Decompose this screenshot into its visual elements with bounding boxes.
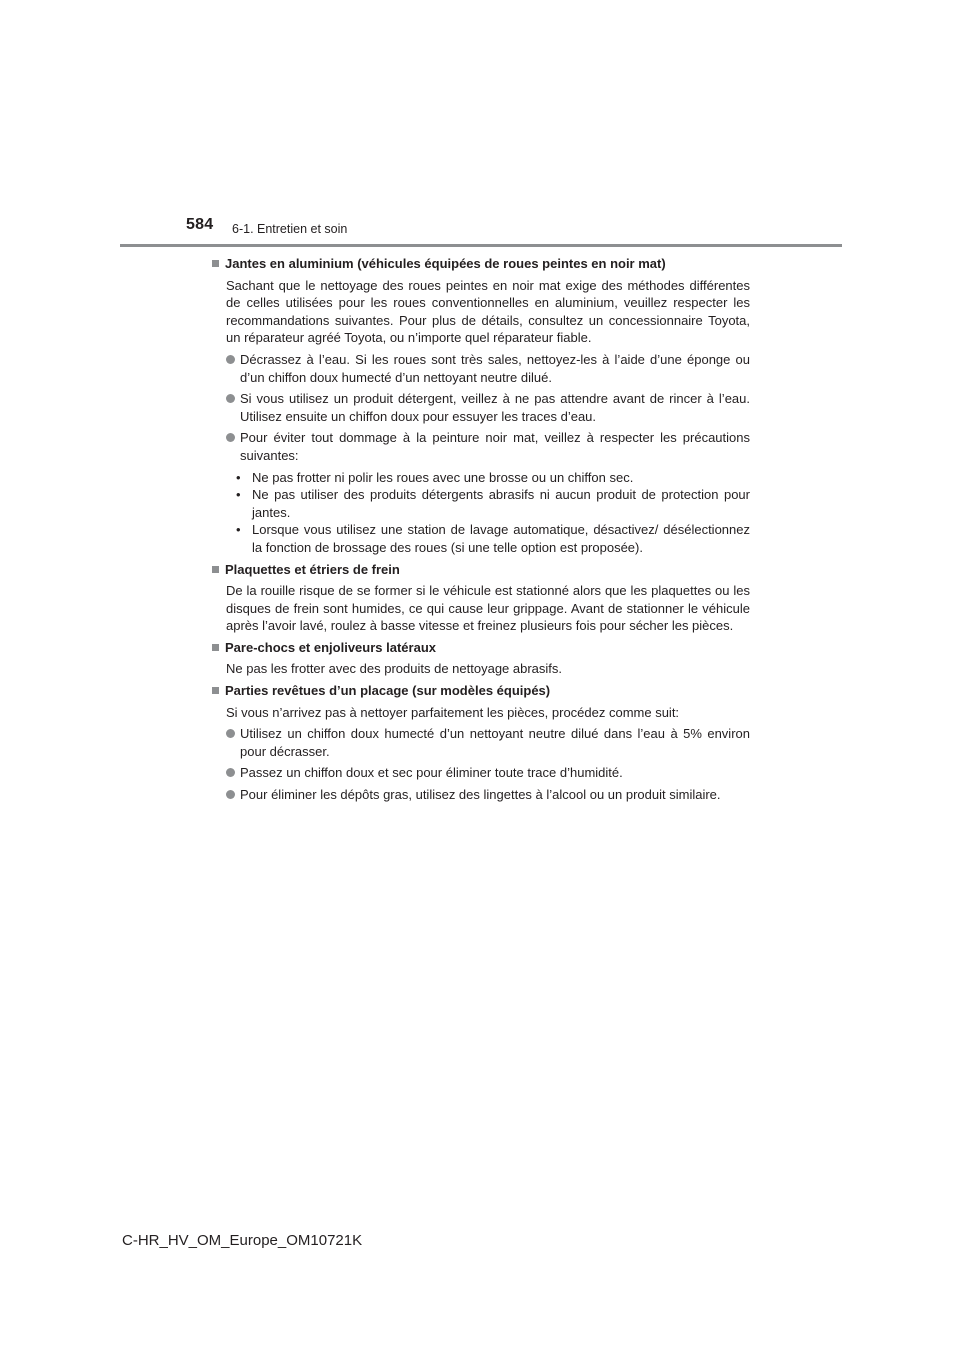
paragraph: Sachant que le nettoyage des roues peintes en noir mat exige des méthodes différentes de celles utilisées pour les roues conventionnelles en aluminium, veuillez respecter les recommandations suivantes. Pour plus de détails, consultez un concessionnaire Toyota, un réparateur agréé Toyota, ou n’importe quel réparateur fiable.	[226, 277, 750, 346]
square-bullet-icon	[212, 260, 219, 267]
footer-document-id: C-HR_HV_OM_Europe_OM10721K	[122, 1232, 363, 1249]
paragraph: De la rouille risque de se former si le véhicule est stationné alors que les plaquettes ou les disques de frein sont humides, ce qui cause leur grippage. Avant de stationner le véhicule après l’avoir lavé, roulez à basse vitesse et freinez plusieurs fois pour sécher les pièces.	[226, 583, 750, 634]
circle-bullet-icon	[226, 790, 235, 799]
square-bullet-icon	[212, 644, 219, 651]
paragraph: Si vous n’arrivez pas à nettoyer parfaitement les pièces, procédez comme suit:	[226, 704, 680, 720]
list-item: Pour éliminer les dépôts gras, utilisez des lingettes à l’alcool ou un produit similaire.	[226, 786, 750, 804]
list-item: Décrassez à l’eau. Si les roues sont très sales, nettoyez-les à l’aide d’une éponge ou d’un chiffon doux humecté d’un nettoyant neutre dilué.	[226, 351, 750, 386]
square-bullet-icon	[212, 687, 219, 694]
circle-bullet-icon	[226, 768, 235, 777]
square-bullet-icon	[212, 566, 219, 573]
page-content	[212, 255, 750, 808]
list-item: Si vous utilisez un produit détergent, veillez à ne pas attendre avant de rincer à l’eau. Utilisez ensuite un chiffon doux pour essuyer les traces d’eau.	[226, 390, 750, 425]
section-heading-alloy-wheels: Jantes en aluminium (véhicules équipées de roues peintes en noir mat)	[212, 255, 750, 273]
sub-list-item: • Lorsque vous utilisez une station de lavage automatique, désactivez/ désélectionnez la fonction de brossage des roues (si une telle option est proposée).	[236, 522, 750, 555]
list-item: Passez un chiffon doux et sec pour éliminer toute trace d’humidité.	[226, 764, 750, 782]
header-rule	[120, 244, 842, 247]
list-item: Utilisez un chiffon doux humecté d’un nettoyant neutre dilué dans l’eau à 5% environ pour décrasser.	[226, 725, 750, 760]
section-heading-plated-parts: Parties revêtues d’un placage (sur modèles équipés)	[212, 682, 750, 700]
section-heading-bumpers: Pare-chocs et enjoliveurs latéraux	[212, 639, 750, 657]
circle-bullet-icon	[226, 355, 235, 364]
section-heading-brakes: Plaquettes et étriers de frein	[212, 561, 750, 579]
sub-list-item: • Ne pas utiliser des produits détergents abrasifs ni aucun produit de protection pour jantes.	[236, 487, 750, 520]
circle-bullet-icon	[226, 394, 235, 403]
circle-bullet-icon	[226, 729, 235, 738]
page-number: 584	[186, 216, 214, 233]
list-item: Pour éviter tout dommage à la peinture noir mat, veillez à respecter les précautions suivantes:	[226, 429, 750, 464]
sub-list	[236, 469, 750, 557]
circle-bullet-icon	[226, 433, 235, 442]
section-title: 6-1. Entretien et soin	[232, 222, 348, 236]
paragraph: Ne pas les frotter avec des produits de nettoyage abrasifs.	[226, 661, 563, 677]
sub-list-item: • Ne pas frotter ni polir les roues avec une brosse ou un chiffon sec.	[236, 469, 634, 485]
